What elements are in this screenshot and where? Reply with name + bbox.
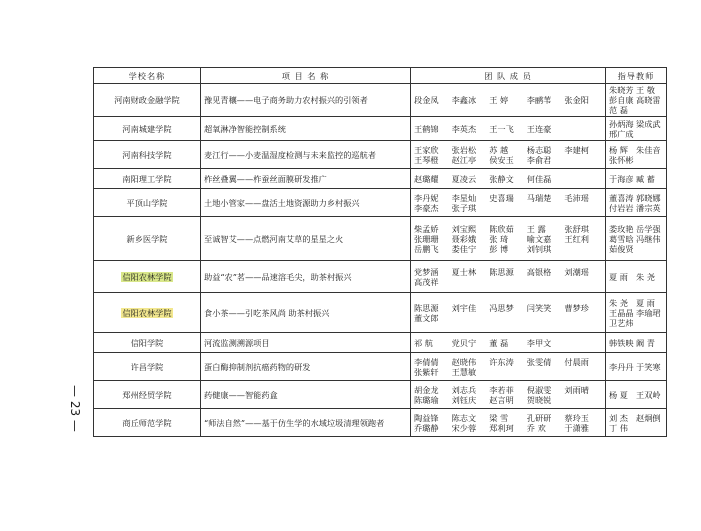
team-member: 闫笑笑 (526, 302, 552, 313)
members-cell (411, 141, 606, 169)
teachers-cell (606, 261, 667, 293)
team-member: 高银格 (526, 266, 552, 277)
team-member: 张雯倩 (526, 356, 552, 367)
table-row (94, 189, 667, 217)
team-member: 梁 雪 (489, 412, 509, 423)
team-member: 李甲文 (526, 337, 552, 348)
teachers-cell (606, 293, 667, 333)
team-member: 王家欣 (414, 144, 439, 155)
team-member: 王鹤锦 (414, 123, 439, 134)
header-members: 团 队 成 员 (411, 68, 606, 84)
teacher: 于海彦 (609, 173, 634, 184)
members-cell (411, 217, 606, 261)
teacher: 葛雪晗 (609, 233, 634, 244)
team-member: 曹梦珍 (564, 302, 589, 313)
team-member: 乔璐静 (414, 422, 439, 433)
team-member: 贺晓锐 (526, 394, 552, 405)
college-cell (94, 333, 201, 353)
college-name: 许昌学院 (130, 361, 164, 372)
team-member: 刘宇佳 (451, 302, 477, 313)
team-member: 李丹妮 (414, 192, 439, 203)
team-member: 党梦涵 (414, 266, 439, 277)
teacher: 朱 尧 (636, 271, 655, 282)
team-member: 李建柯 (564, 144, 589, 155)
members-cell (411, 293, 606, 333)
team-member: 刘志兵 (451, 384, 477, 395)
table-row (94, 169, 667, 189)
team-member: 赵璐耀 (414, 173, 439, 184)
teacher: 李瑜珺 (636, 307, 661, 318)
teacher: 卫艺炜 (609, 317, 634, 328)
team-member: 彭 博 (489, 243, 509, 254)
teacher: 孙炳海 (609, 118, 634, 129)
teacher: 潘宗英 (636, 202, 661, 213)
team-member: 党贝宁 (451, 337, 477, 348)
teacher: 臧 蓄 (636, 173, 655, 184)
college-cell (94, 84, 201, 117)
college-name: 南阳理工学院 (122, 173, 172, 184)
teacher: 茹俊贤 (609, 243, 634, 254)
teacher: 张怀彬 (609, 154, 634, 165)
project-name: 河流监测溯源项目 (201, 333, 411, 353)
table-row (94, 293, 667, 333)
teachers-cell (606, 409, 667, 437)
team-member: 李英杰 (451, 123, 477, 134)
team-member: 郑利珂 (489, 422, 514, 433)
teacher: 范 磊 (609, 105, 628, 115)
team-member: 王 露 (526, 223, 546, 234)
teacher: 郭晓娜 (636, 192, 661, 203)
teacher: 梁成武 (636, 118, 661, 129)
teacher: 杨 夏 (609, 389, 628, 400)
team-member: 张珊珊 (414, 233, 439, 244)
team-member: 刘雨晴 (564, 384, 589, 395)
team-member: 张舒琪 (564, 223, 589, 234)
project-name: 超氧淋净智能控制系统 (201, 117, 411, 141)
team-member: 董 磊 (489, 337, 509, 348)
project-name: 至诚智艾——点燃河南艾草的星星之火 (201, 217, 411, 261)
team-member: 王慧敏 (451, 366, 477, 377)
team-member: 毛沛瑶 (564, 192, 589, 203)
college-name: 平顶山学院 (126, 197, 168, 208)
team-member: 乔 欢 (526, 422, 546, 433)
team-member: 王琴橙 (414, 154, 439, 165)
team-member: 李豪杰 (414, 202, 439, 213)
project-name: 豫见青穰——电子商务助力农村振兴的引领者 (201, 84, 411, 117)
table-row (94, 141, 667, 169)
teacher: 朱晓芳 (609, 85, 634, 95)
team-member: 段金凤 (414, 95, 439, 105)
teacher: 赵炯倒 (636, 412, 661, 423)
team-member: 柴孟娇 (414, 223, 439, 234)
team-member: 张岩松 (451, 144, 477, 155)
header-project: 项 目 名 称 (201, 68, 411, 84)
team-member: 张静文 (489, 173, 514, 184)
team-member: 喻文嘉 (526, 233, 552, 244)
college-name: 河南科技学院 (122, 149, 172, 160)
team-member: 高茂祥 (414, 276, 439, 287)
college-name: 信阳学院 (130, 337, 164, 348)
college-name: 新乡医学院 (126, 233, 168, 244)
team-member: 史喜瑞 (489, 192, 514, 203)
team-member: 陈璐瑜 (414, 394, 439, 405)
teachers-cell (606, 333, 667, 353)
header-college: 学校名称 (94, 68, 201, 84)
project-name: 助益“农”茗——品速溶毛尖，助茶村振兴 (201, 261, 411, 293)
teacher: 夏 雨 (636, 297, 655, 308)
team-member: 宋少蓉 (451, 422, 477, 433)
team-member: 何佳磊 (526, 173, 552, 184)
members-cell (411, 189, 606, 217)
team-member: 赵言明 (489, 394, 514, 405)
teacher: 朱佳音 (636, 144, 661, 155)
header-teachers: 指导教师 (606, 68, 667, 84)
teacher: 杨 辉 (609, 144, 628, 155)
team-member: 赵江亭 (451, 154, 477, 165)
team-member: 王一飞 (489, 123, 514, 134)
table-row (94, 353, 667, 381)
college-cell (94, 217, 201, 261)
table-header-row (94, 68, 667, 84)
team-member: 张金阳 (564, 95, 589, 105)
members-cell (411, 333, 606, 353)
award-table (93, 67, 667, 437)
teacher: 阚 青 (636, 337, 655, 348)
table-row (94, 117, 667, 141)
college-name: 信阳农林学院 (122, 307, 172, 318)
teacher: 韩铁映 (609, 337, 634, 348)
teachers-cell (606, 169, 667, 189)
project-name: 麦江行——小麦温湿度检测与未来监控的巡航者 (201, 141, 411, 169)
members-cell (411, 169, 606, 189)
teacher: 付岩岩 (609, 202, 634, 213)
teachers-cell (606, 84, 667, 117)
team-member: 杨志聪 (526, 144, 552, 155)
table-row (94, 333, 667, 353)
team-member: 倪淑雯 (526, 384, 552, 395)
members-cell (411, 381, 606, 409)
teachers-cell (606, 189, 667, 217)
college-cell (94, 381, 201, 409)
team-member: 许东涛 (489, 356, 514, 367)
team-member: 李星灿 (451, 192, 477, 203)
teachers-cell (606, 141, 667, 169)
teacher: 岳学强 (636, 223, 661, 234)
team-member: 夏士林 (451, 266, 477, 277)
teacher: 王晶晶 (609, 307, 634, 318)
team-member: 李鑫冰 (451, 95, 477, 105)
college-cell (94, 141, 201, 169)
teacher: 娄玫艳 (609, 223, 634, 234)
college-name: 商丘师范学院 (122, 417, 172, 428)
team-member: 冯思梦 (489, 302, 514, 313)
teacher: 董喜涛 (609, 192, 634, 203)
members-cell (411, 409, 606, 437)
team-member: 祁 航 (414, 337, 433, 348)
table-row (94, 217, 667, 261)
members-cell (411, 353, 606, 381)
college-name: 信阳农林学院 (122, 271, 172, 282)
team-member: 王连豪 (526, 123, 552, 134)
team-member: 刘钊琪 (526, 243, 552, 254)
teacher: 丁 伟 (609, 422, 628, 433)
team-member: 李鹂苇 (526, 95, 552, 105)
team-member: 岳鹏飞 (414, 243, 439, 254)
project-name: “师法自然”——基于仿生学的水域垃圾清理领跑者 (201, 409, 411, 437)
team-member: 苏 越 (489, 144, 509, 155)
college-cell (94, 293, 201, 333)
team-member: 刘潮瑶 (564, 266, 589, 277)
team-member: 蔡玲玉 (564, 412, 589, 423)
teachers-cell (606, 117, 667, 141)
project-name: 食小茶——引吃茶风尚 助茶村振兴 (201, 293, 411, 333)
team-member: 于潇雅 (564, 422, 589, 433)
college-cell (94, 169, 201, 189)
teacher: 王双岭 (636, 389, 661, 400)
team-member: 张子琪 (451, 202, 477, 213)
teacher: 王 敬 (636, 85, 655, 95)
college-cell (94, 261, 201, 293)
project-name: 药健康——智能药盒 (201, 381, 411, 409)
team-member: 聂彩娥 (451, 233, 477, 244)
table-row (94, 261, 667, 293)
table-row (94, 381, 667, 409)
teacher: 于笑寒 (636, 361, 661, 372)
team-member: 陈思源 (414, 302, 439, 313)
team-member: 李倩倩 (414, 356, 439, 367)
team-member: 陈欣茹 (489, 223, 514, 234)
college-name: 郑州经贸学院 (122, 389, 172, 400)
teachers-cell (606, 353, 667, 381)
team-member: 陈志文 (451, 412, 477, 423)
team-member: 张 琦 (489, 233, 509, 244)
teacher: 彭自康 (609, 95, 634, 105)
table-row (94, 409, 667, 437)
teacher: 朱 尧 (609, 297, 628, 308)
team-member: 娄佳宁 (451, 243, 477, 254)
team-member: 赵晓伟 (451, 356, 477, 367)
members-cell (411, 261, 606, 293)
team-member: 刘钰庆 (451, 394, 477, 405)
team-member: 李若菲 (489, 384, 514, 395)
team-member: 陈思源 (489, 266, 514, 277)
team-member: 侯安玉 (489, 154, 514, 165)
team-member: 董文郎 (414, 312, 439, 323)
college-cell (94, 409, 201, 437)
teacher: 夏 雨 (609, 271, 628, 282)
teachers-cell (606, 217, 667, 261)
teacher: 李丹丹 (609, 361, 634, 372)
team-member: 张紫轩 (414, 366, 439, 377)
table-row (94, 84, 667, 117)
college-name: 河南城建学院 (122, 123, 172, 134)
team-member: 李俞君 (526, 154, 552, 165)
team-member: 马瑞楚 (526, 192, 552, 203)
page-number: — 23 — (68, 384, 82, 432)
team-member: 胡金龙 (414, 384, 439, 395)
team-member: 刘宝熙 (451, 223, 477, 234)
members-cell (411, 117, 606, 141)
project-name: 蛋白酶抑制剂抗癌药物的研发 (201, 353, 411, 381)
college-name: 河南财政金融学院 (114, 95, 180, 105)
team-member: 付晨雨 (564, 356, 589, 367)
college-cell (94, 353, 201, 381)
team-member: 陶益锋 (414, 412, 439, 423)
teacher: 高晓雷 (636, 95, 661, 105)
team-member: 王 婷 (489, 95, 509, 105)
teacher: 刘 杰 (609, 412, 628, 423)
teacher: 邢广成 (609, 128, 634, 139)
college-cell (94, 189, 201, 217)
team-member: 夏凌云 (451, 173, 477, 184)
college-cell (94, 117, 201, 141)
teacher: 冯继伟 (636, 233, 661, 244)
project-name: 土地小管家——盘活土地资源助力乡村振兴 (201, 189, 411, 217)
project-name: 柞丝叠翼——柞蚕丝面膜研发推广 (201, 169, 411, 189)
team-member: 孔研研 (526, 412, 552, 423)
members-cell (411, 84, 606, 117)
teachers-cell (606, 381, 667, 409)
team-member: 王红利 (564, 233, 589, 244)
